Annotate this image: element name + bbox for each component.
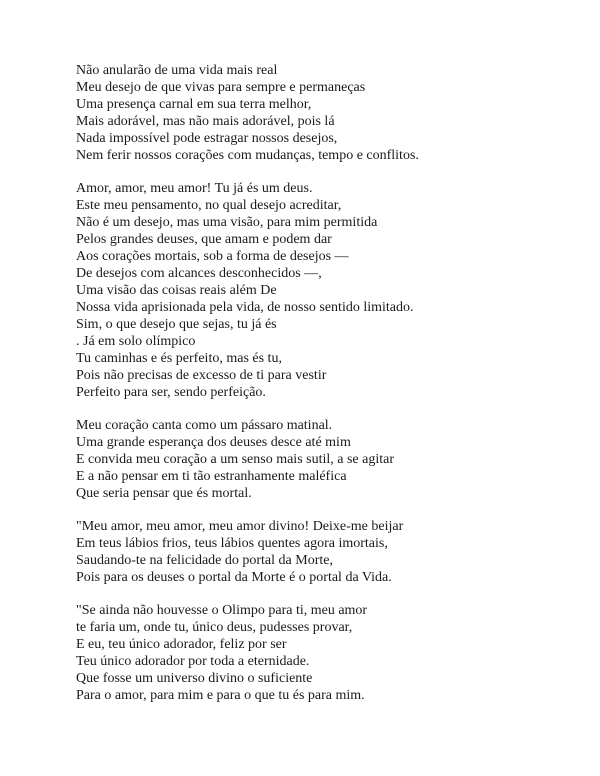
poem-line: Este meu pensamento, no qual desejo acreditar, — [76, 198, 342, 213]
poem-line: E convida meu coração a um senso mais sutil, a se agitar — [76, 452, 395, 467]
poem-line: E eu, teu único adorador, feliz por ser — [76, 637, 287, 652]
stanza-2 — [76, 180, 576, 401]
poem-line: Teu único adorador por toda a eternidade. — [76, 654, 310, 669]
poem-line: Que seria pensar que és mortal. — [76, 486, 252, 501]
poem-line: "Meu amor, meu amor, meu amor divino! Deixe-me beijar — [76, 519, 404, 534]
poem-line: "Se ainda não houvesse o Olimpo para ti, meu amor — [76, 603, 368, 618]
poem-line: Tu caminhas e és perfeito, mas és tu, — [76, 351, 282, 366]
poem-line: Não anularão de uma vida mais real — [76, 63, 278, 78]
poem-line: Uma visão das coisas reais além De — [76, 283, 277, 298]
poem-line: Saudando-te na felicidade do portal da Morte, — [76, 553, 333, 568]
poem-line: Amor, amor, meu amor! Tu já és um deus. — [76, 181, 313, 196]
poem-line: Meu desejo de que vivas para sempre e permaneças — [76, 80, 366, 95]
poem-line: Uma presença carnal em sua terra melhor, — [76, 97, 312, 112]
poem-body — [76, 62, 576, 720]
poem-line: Pelos grandes deuses, que amam e podem dar — [76, 232, 332, 247]
poem-line: Aos corações mortais, sob a forma de desejos — — [76, 249, 349, 264]
poem-line: te faria um, onde tu, único deus, pudesses provar, — [76, 620, 353, 635]
stanza-5 — [76, 602, 576, 704]
poem-line: . Já em solo olímpico — [76, 334, 196, 349]
stanza-1 — [76, 62, 576, 164]
poem-line: Pois para os deuses o portal da Morte é o portal da Vida. — [76, 570, 392, 585]
stanza-3 — [76, 417, 576, 502]
poem-line: Uma grande esperança dos deuses desce até mim — [76, 435, 351, 450]
poem-line: Em teus lábios frios, teus lábios quentes agora imortais, — [76, 536, 388, 551]
poem-line: Nada impossível pode estragar nossos desejos, — [76, 131, 338, 146]
stanza-4 — [76, 518, 576, 586]
poem-line: Para o amor, para mim e para o que tu és para mim. — [76, 688, 365, 703]
poem-line: E a não pensar em ti tão estranhamente maléfica — [76, 469, 347, 484]
poem-line: De desejos com alcances desconhecidos —, — [76, 266, 322, 281]
poem-line: Que fosse um universo divino o suficiente — [76, 671, 313, 686]
poem-line: Nem ferir nossos corações com mudanças, tempo e conflitos. — [76, 148, 419, 163]
poem-line: Meu coração canta como um pássaro matinal. — [76, 418, 333, 433]
poem-line: Não é um desejo, mas uma visão, para mim permitida — [76, 215, 378, 230]
poem-line: Perfeito para ser, sendo perfeição. — [76, 385, 266, 400]
poem-line: Mais adorável, mas não mais adorável, pois lá — [76, 114, 335, 129]
poem-line: Nossa vida aprisionada pela vida, de nosso sentido limitado. — [76, 300, 414, 315]
poem-line: Pois não precisas de excesso de ti para vestir — [76, 368, 327, 383]
poem-line: Sim, o que desejo que sejas, tu já és — [76, 317, 277, 332]
